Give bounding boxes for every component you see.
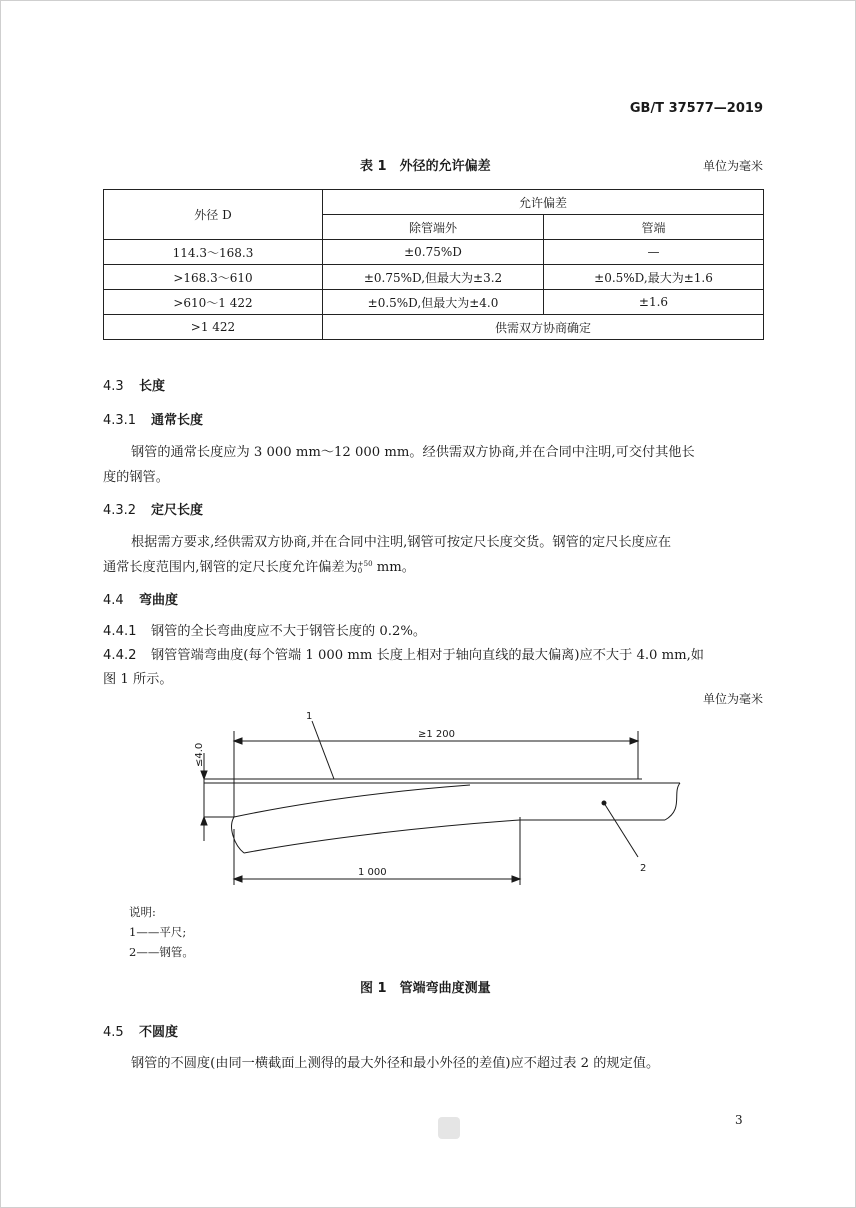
section-title: 不圆度	[139, 1025, 179, 1040]
section-number: 4.4	[103, 593, 124, 608]
col-header-tolerance: 允许偏差	[323, 190, 764, 215]
table1-unit: 单位为毫米	[702, 159, 763, 173]
cell-od: >1 422	[104, 315, 323, 340]
tolerance-table	[103, 189, 764, 340]
table-row	[104, 265, 764, 290]
pipe-bottom-edge	[244, 820, 665, 853]
legend-title: 说明:	[129, 905, 156, 919]
clause-number: 4.4.2	[103, 648, 137, 663]
table-row	[104, 290, 764, 315]
cell-end: —	[544, 240, 764, 265]
table-row	[104, 315, 764, 340]
legend-item-1: 1——平尺;	[129, 925, 187, 939]
scan-mark	[438, 1117, 460, 1139]
text-run: mm。	[372, 560, 415, 575]
break-line	[665, 783, 680, 820]
paragraph-line: 钢管的不圆度(由同一横截面上测得的最大外径和最小外径的差值)应不超过表 2 的规定值。	[131, 1056, 660, 1071]
col-header-body: 除管端外	[323, 215, 544, 240]
table1-caption: 表 1 外径的允许偏差	[360, 159, 491, 174]
text-run: 通常长度范围内,钢管的定尺长度允许偏差为	[103, 560, 358, 575]
paragraph-line: 度的钢管。	[103, 470, 169, 485]
tolerance-upper: +50	[357, 559, 373, 568]
col-header-end: 管端	[544, 215, 764, 240]
section-heading-4-5	[103, 1021, 178, 1040]
cell-end: ±1.6	[544, 290, 764, 315]
col-header-outer-diameter: 外径 D	[104, 190, 323, 240]
section-heading-4-3-2	[103, 499, 203, 518]
section-heading-4-3	[103, 375, 165, 394]
text-run: 钢管的全长弯曲度应不大于钢管长度的 0.2%。	[151, 624, 427, 639]
section-heading-4-4	[103, 589, 178, 608]
paragraph-line: 根据需方要求,经供需双方协商,并在合同中注明,钢管可按定尺长度交货。钢管的定尺长度应在	[131, 535, 672, 550]
table-row	[104, 240, 764, 265]
cell-od: 114.3～168.3	[104, 240, 323, 265]
section-title: 通常长度	[151, 413, 204, 428]
callout-dot-2	[602, 801, 606, 805]
cell-body: ±0.75%D,但最大为±3.2	[323, 265, 544, 290]
standard-number: GB/T 37577—2019	[629, 101, 763, 116]
paragraph-line	[103, 555, 415, 580]
callout-label-2: 2	[640, 863, 647, 874]
callout-leader-1	[312, 721, 334, 779]
pipe-end-arc	[232, 817, 244, 853]
text-run: 钢管管端弯曲度(每个管端 1 000 mm 长度上相对于轴向直线的最大偏离)应不大于 4.0 mm,如	[151, 648, 704, 663]
tolerance-lower: 0	[357, 566, 363, 575]
section-title: 弯曲度	[139, 593, 179, 608]
dimension-label-gap: ≤4.0	[194, 742, 205, 767]
page-number: 3	[735, 1113, 743, 1127]
cell-od: >168.3～610	[104, 265, 323, 290]
section-number: 4.5	[103, 1025, 124, 1040]
callout-leader-2	[604, 803, 638, 857]
cell-body: ±0.5%D,但最大为±4.0	[323, 290, 544, 315]
cell-end: ±0.5%D,最大为±1.6	[544, 265, 764, 290]
clause-number: 4.4.1	[103, 624, 137, 639]
cell-od: >610～1 422	[104, 290, 323, 315]
section-title: 定尺长度	[151, 503, 204, 518]
figure1-unit: 单位为毫米	[702, 692, 763, 706]
callout-label-1: 1	[306, 711, 313, 722]
figure1-caption: 图 1 管端弯曲度测量	[360, 981, 491, 996]
paragraph-line: 图 1 所示。	[103, 672, 173, 687]
figure1-drawing	[190, 705, 690, 895]
section-number: 4.3.2	[103, 503, 137, 518]
paragraph-4-4-2	[103, 643, 704, 668]
dimension-label-1000: 1 000	[358, 867, 387, 878]
section-number: 4.3	[103, 379, 124, 394]
section-heading-4-3-1	[103, 409, 203, 428]
tolerance-limits	[358, 561, 373, 575]
legend-item-2: 2——钢管。	[129, 945, 194, 959]
section-number: 4.3.1	[103, 413, 137, 428]
cell-merged: 供需双方协商确定	[323, 315, 764, 340]
paragraph-line: 钢管的通常长度应为 3 000 mm～12 000 mm。经供需双方协商,并在合同中注明,可交付其他长	[131, 445, 695, 460]
section-title: 长度	[139, 379, 166, 394]
paragraph-4-4-1	[103, 619, 426, 644]
pipe-bent-edge	[234, 785, 470, 817]
cell-body: ±0.75%D	[323, 240, 544, 265]
dimension-label-1200: ≥1 200	[418, 729, 456, 740]
